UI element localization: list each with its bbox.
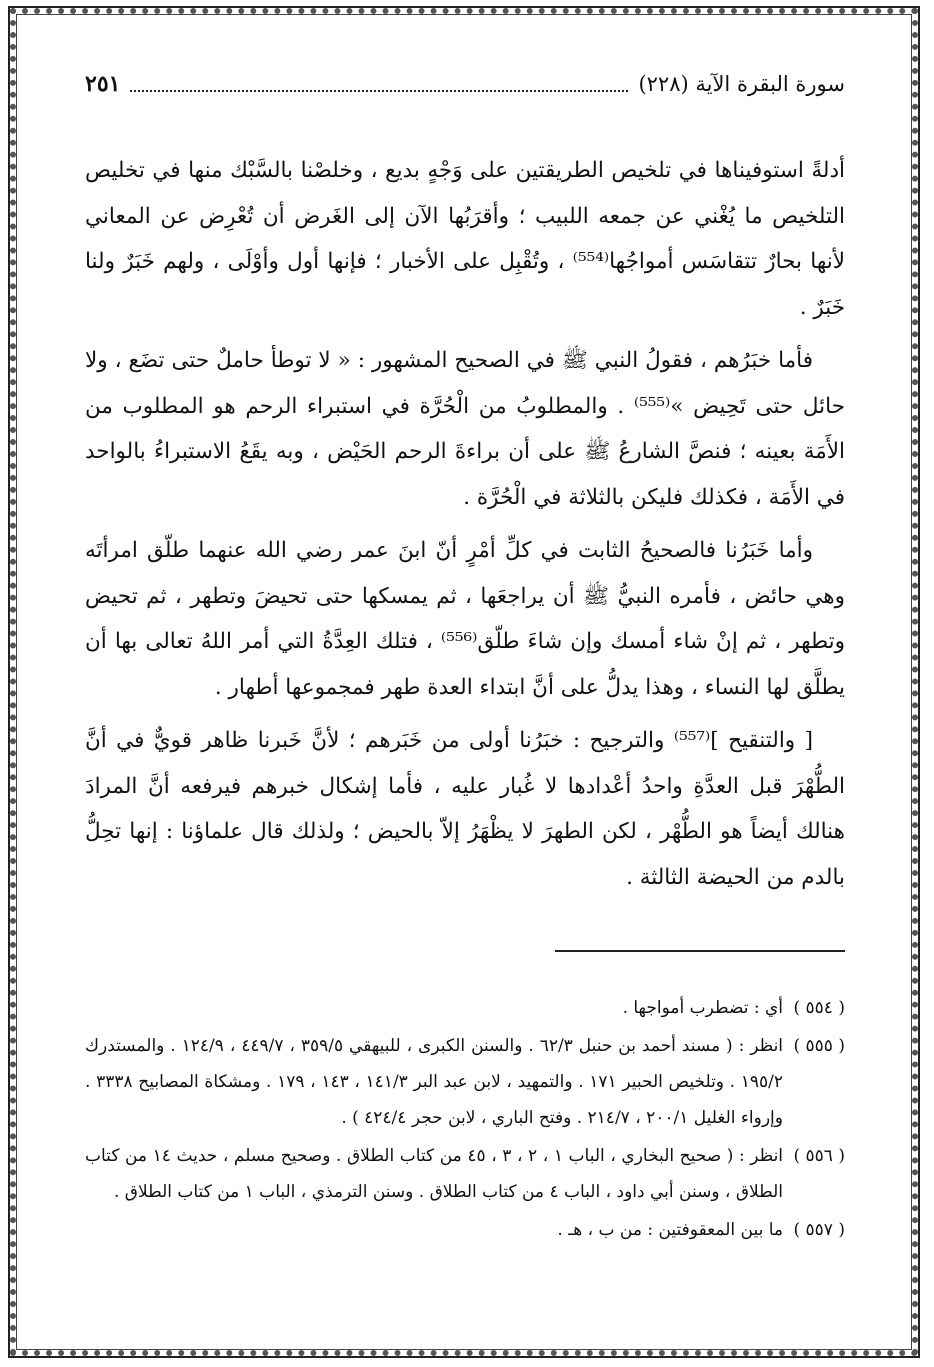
footnote-number: ( ٥٥٤ ) bbox=[793, 998, 845, 1018]
footnote-text: أي : تضطرب أمواجها . bbox=[622, 998, 783, 1018]
footnote-number: ( ٥٥٦ ) bbox=[793, 1146, 845, 1166]
running-header bbox=[85, 62, 845, 106]
footnote-separator bbox=[555, 950, 845, 952]
footnote-number: ( ٥٥٥ ) bbox=[793, 1036, 845, 1056]
footnote-text: ما بين المعقوفتين : من ب ، هـ . bbox=[557, 1220, 783, 1240]
footnote-text: انظر : ( مسند أحمد بن حنبل ٦٢/٣ . والسنن الكبرى ، للبيهقي ٣٥٩/٥ ، ٤٤٩/٧ ، ١٢٤/٩ . والمستدرك ١٩٥/٢ . وتلخيص الحبير ١٧١ . والتمهيد ، لابن عبد البر ١٤١/٣ ، ١٤٣ ، ١٧٩ . ومشكاة المصابيح ٣٣٣٨ . وإرواء الغليل ٢٠٠/١ ، ٢١٤/٧ . وفتح الباري ، لابن حجر ٤٢٤/٤ ) . bbox=[85, 1036, 784, 1128]
footnote-number: ( ٥٥٧ ) bbox=[793, 1220, 845, 1240]
header-dot-leader bbox=[130, 76, 628, 92]
paragraph: وأما خَبَرُنا فالصحيحُ الثابت في كلِّ أمْرٍ أنّ ابنَ عمر رضي الله عنهما طلّق امرأتَه وهي حائض ، فأمره النبيُّ ﷺ أن يراجعَها ، ثم يمسكها حتى تحيضَ وتطهر ، ثم تحيض وتطهر ، ثم إنْ شاء أمسك وإن شاءَ طلّق⁽⁵⁵⁶⁾ ، فتلك العِدَّةُ التي أمر اللهُ تعالى بها أن يطلَّق لها النساء ، وهذا يدلُّ على أنَّ ابتداء العدة طهر فمجموعها أطهار . bbox=[85, 538, 845, 700]
footnote bbox=[85, 990, 845, 1026]
page-content bbox=[85, 62, 845, 1312]
footnote bbox=[85, 1212, 845, 1248]
paragraph: [ والتنقيح ]⁽⁵⁵⁷⁾ والترجيح : خبَرُنا أولى من خَبَرهم ؛ لأنَّ خَبرنا ظاهر قويٌّ في أنَّ الطُّهْرَ قبل العدَّةِ واحدُ أعْدادها لا غُبار عليه ، فأما إشكال خبرهم فيرفعه أنَّ المرادَ هنالك أيضاً هو الطُّهْر ، لكن الطهرَ لا يظْهَرُ إلاّ بالحيض ؛ ولذلك قال علماؤنا : إنها تحِلُّ بالدم من الحيضة الثالثة . bbox=[85, 728, 845, 890]
footnotes bbox=[85, 990, 845, 1248]
main-text bbox=[85, 148, 845, 900]
header-title: سورة البقرة الآية (٢٢٨) bbox=[638, 72, 845, 96]
paragraph: أدلةً استوفيناها في تلخيص الطريقتين على وَجْهٍ بديع ، وخلصْنا بالسَّبْك منها في تخليص التلخيص ما يُغْني عن جمعه اللبيب ؛ وأقرَبُها الآن إلى الغَرض أن تُعْرِض عن المعاني لأنها بحارٌ تتقاسَس أمواجُها⁽⁵⁵⁴⁾ ، وتُقْبِل على الأخبار ؛ فإنها أول وأوْلَى ، ولهم خَبَرٌ ولنا خَبَرٌ . bbox=[85, 158, 845, 320]
paragraph: فأما خبَرُهم ، فقولُ النبي ﷺ في الصحيح المشهور : « لا توطأ حاملٌ حتى تضَع ، ولا حائل حتى تَحِيض »⁽⁵⁵⁵⁾ . والمطلوبُ من الْحُرَّة في استبراء الرحم هو المطلوب من الأَمَة بعينه ؛ فنصَّ الشارعُ ﷺ على أن براءةَ الرحم الحَيْض ، وبه يقَعُ الاستبراءُ بالواحد في الأَمَة ، فكذلك فليكن بالثلاثة في الْحُرَّة . bbox=[85, 348, 845, 510]
footnote bbox=[85, 1138, 845, 1210]
page-number: ٢٥١ bbox=[85, 71, 121, 97]
footnote-text: انظر : ( صحيح البخاري ، الباب ١ ، ٢ ، ٣ ، ٤٥ من كتاب الطلاق . وصحيح مسلم ، حديث ١٤ من كتاب الطلاق ، وسنن أبي داود ، الباب ٤ من كتاب الطلاق . وسنن الترمذي ، الباب ١ من كتاب الطلاق . bbox=[85, 1146, 784, 1202]
footnote bbox=[85, 1028, 845, 1136]
footnote-separator-wrap bbox=[85, 950, 845, 952]
